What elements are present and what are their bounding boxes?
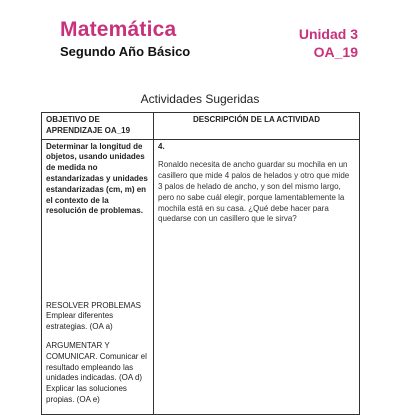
table-row xyxy=(42,139,360,414)
unit-label: Unidad 3 xyxy=(298,26,358,42)
oa-label: OA_19 xyxy=(313,44,358,60)
activity-text: Ronaldo necesita de ancho guardar su mochila en un casillero que mide 4 palos de helados y otro que mide 3 palos de helado de ancho, y son del mismo largo, pero no sabe cuál elegir, porque lamentablemente la mochila está en su casa. ¿Qué debe hacer para quedarse con un casillero que le sirva? xyxy=(158,160,350,224)
skill-item: ARGUMENTAR Y COMUNICAR. Comunicar el resultado empleando las unidades indicadas. (OA d) Explicar las soluciones propias. (OA e) xyxy=(46,340,147,404)
objective-cell xyxy=(42,139,154,414)
skills-list xyxy=(46,301,149,414)
skill-item: RESOLVER PROBLEMAS Emplear diferentes estrategias. (OA a) xyxy=(46,300,141,332)
page-title: Matemática xyxy=(60,18,177,41)
page-subtitle: Segundo Año Básico xyxy=(60,44,191,59)
activity-number: 4. xyxy=(158,141,165,151)
activity-cell xyxy=(154,139,360,414)
objective-column-header: OBJETIVO DE APRENDIZAJE OA_19 xyxy=(42,113,154,140)
activities-table xyxy=(41,112,360,415)
activity-column-header: DESCRIPCIÓN DE LA ACTIVIDAD xyxy=(154,113,360,140)
table-header-row xyxy=(42,113,360,140)
objective-text: Determinar la longitud de objetos, usando unidades de medida no estandarizadas y unidades estandarizadas (cm, m) en el contexto de la resolución de problemas. xyxy=(46,141,148,216)
section-title: Actividades Sugeridas xyxy=(140,92,260,106)
